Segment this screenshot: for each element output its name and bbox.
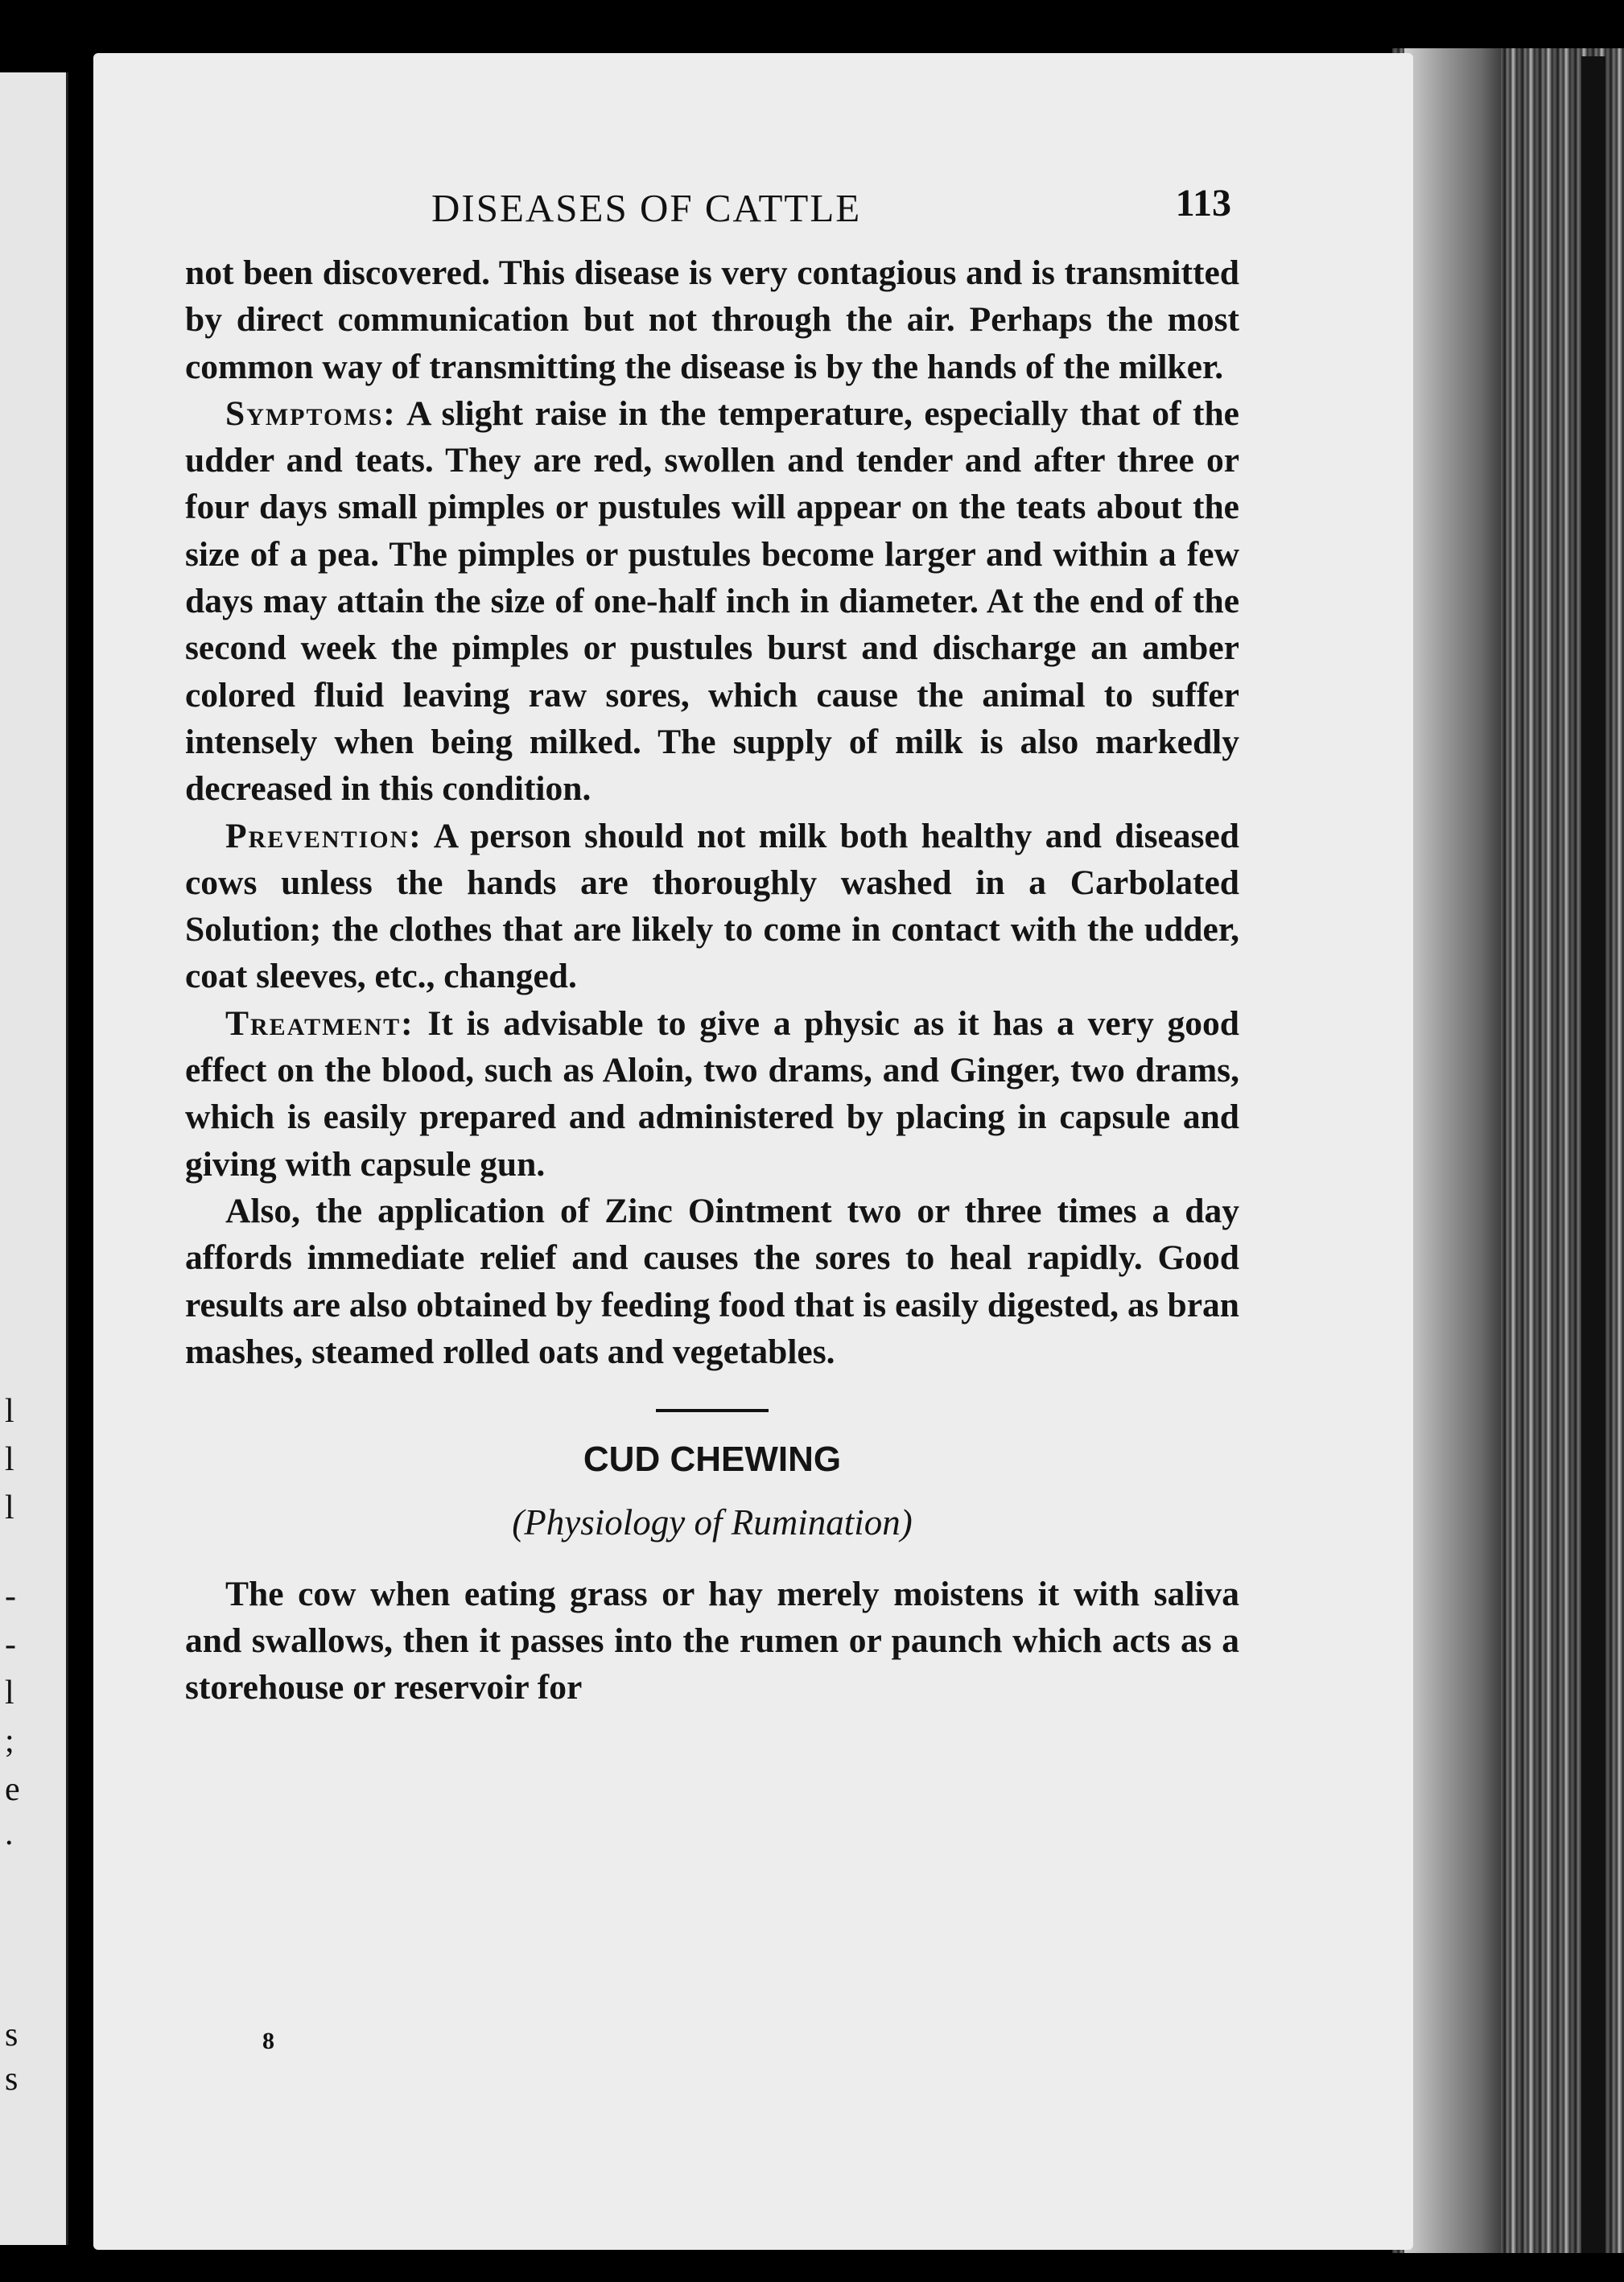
paragraph-zinc-ointment: Also, the application of Zinc Ointment two or three times a day affords immediate relief and causes the sores to heal rapidly. Good results are also obtained by feeding food that is easily digested, as bran mashes, steamed rolled oats and vegetables. [185, 1191, 1239, 1371]
treatment-text: It is advisable to give a physic as it has a very good effect on the blood, such as Aloin, two drams, and Ginger, two drams, which is easily prepared and administered by placing in capsule and giving with capsule gun. [185, 1003, 1239, 1184]
facing-page-fragment: e [5, 1771, 20, 1808]
signature-mark: 8 [262, 2028, 274, 2054]
facing-page-fragment: . [5, 1815, 14, 1852]
paragraph-prevention [185, 813, 1239, 1000]
paragraph-treatment [185, 1000, 1239, 1188]
paragraph-symptoms [185, 390, 1239, 813]
facing-page-fragment: - [5, 1626, 16, 1663]
prevention-text: A person should not milk both healthy and diseased cows unless the hands are thoroughly washed in a Carbolated Solution; the clothes that are likely to come in contact with the udder, coat sleeves, etc., changed. [185, 816, 1239, 996]
facing-page-fragment: s [5, 2016, 19, 2053]
facing-page-fragment: - [5, 1578, 16, 1615]
section-divider [656, 1409, 769, 1412]
page-header [185, 161, 1239, 249]
symptoms-text: A slight raise in the temperature, especially that of the udder and teats. They are red, swollen and tender and after three or four days small pimples or pustules will appear on the teats about the size of a pea. The pimples or pustules become larger and within a few days may attain the size of one-half inch in diameter. At the end of the second week the pimples or pustules burst and discharge an amber colored fluid leaving raw sores, which cause the animal to suffer intensely when being milked. The supply of milk is also markedly decreased in this condition. [185, 393, 1239, 809]
running-head: DISEASES OF CATTLE [431, 186, 862, 230]
page-stack-edge [1404, 48, 1501, 2253]
binding-shadow [1581, 56, 1605, 2253]
page-number: 113 [1175, 182, 1231, 224]
section-title: CUD CHEWING [583, 1440, 842, 1480]
facing-page-fragment: l [5, 1674, 14, 1712]
paragraph-cud-chewing: The cow when eating grass or hay merely moistens it with saliva and swallows, then it passes into the rumen or paunch which acts as a storehouse or reservoir for [185, 1574, 1239, 1707]
symptoms-heading: Symptoms: [225, 393, 397, 433]
facing-page-fragment: ; [5, 1723, 14, 1760]
prevention-heading: Prevention: [225, 816, 422, 855]
treatment-heading: Treatment: [225, 1003, 414, 1043]
facing-page-fragment: s [5, 2061, 19, 2098]
facing-page-edge [0, 72, 68, 2245]
facing-page-fragment: l [5, 1393, 14, 1430]
section-subtitle: (Physiology of Rumination) [512, 1502, 913, 1543]
page-content [185, 161, 1239, 1712]
facing-page-fragment: l [5, 1489, 14, 1526]
facing-page-fragment: l [5, 1441, 14, 1478]
paragraph-contagion: not been discovered. This disease is very contagious and is transmitted by direct communication but not through the air. Perhaps the most common way of transmitting the disease is by the hands of the milker. [185, 253, 1239, 386]
